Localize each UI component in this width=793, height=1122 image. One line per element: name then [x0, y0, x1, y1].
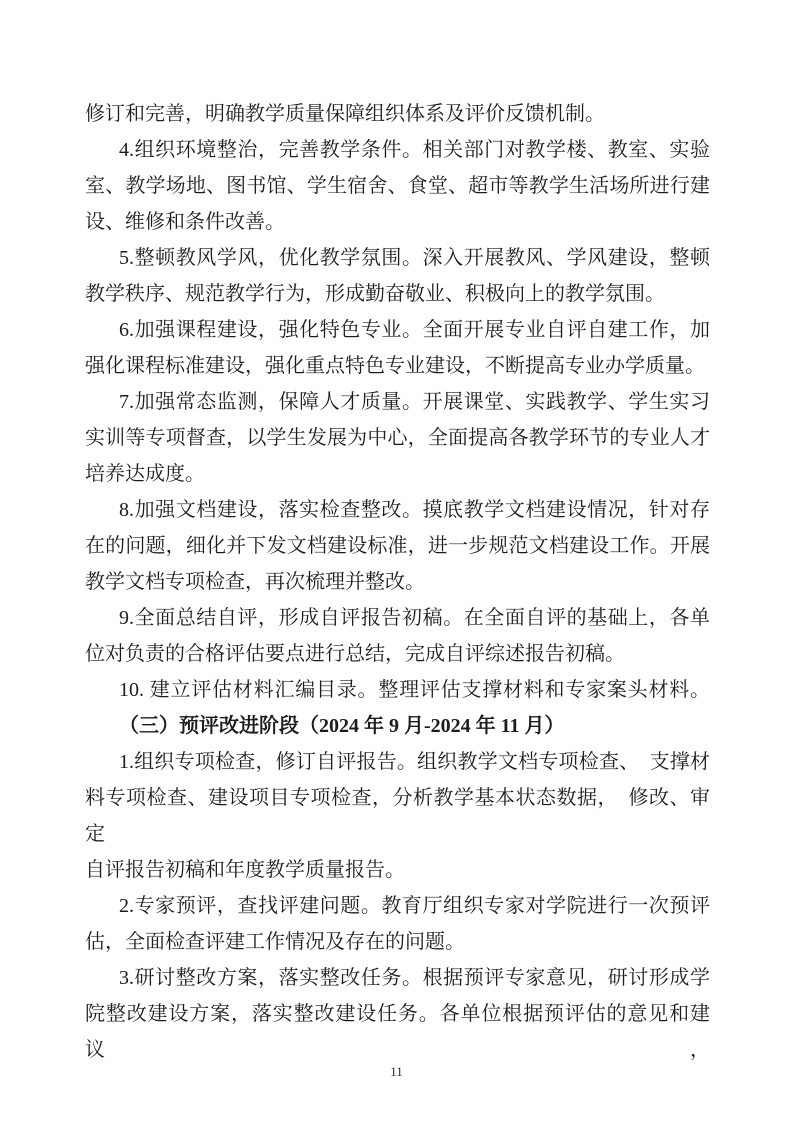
document-line: 自评报告初稿和年度教学质量报告。	[85, 859, 405, 881]
document-line: 位对负责的合格评估要点进行总结，完成自评综述报告初稿。	[85, 643, 625, 665]
document-line: 院整改建设方案，落实整改建设任务。各单位根据预评估的意见和建议，	[85, 1003, 710, 1061]
document-line: 5.整顿教风学风，优化教学氛围。深入开展教风、学风建设，整顿	[119, 247, 710, 269]
document-line: 3.研讨整改方案，落实整改任务。根据预评专家意见，研讨形成学	[119, 967, 710, 989]
page-number: 11	[390, 1064, 403, 1079]
document-line: 2.专家预评，查找评建问题。教育厅组织专家对学院进行一次预评	[119, 895, 710, 917]
document-line: 室、教学场地、图书馆、学生宿舍、食堂、超市等教学生活场所进行建	[85, 175, 710, 197]
document-line: 在的问题，细化并下发文档建设标准，进一步规范文档建设工作。开展	[85, 535, 710, 557]
document-line: 9.全面总结自评，形成自评报告初稿。在全面自评的基础上，各单	[119, 607, 710, 629]
document-line: 实训等专项督查，以学生发展为中心，全面提高各教学环节的专业人才	[85, 427, 710, 449]
document-line: 4.组织环境整治，完善教学条件。相关部门对教学楼、教室、实验	[119, 139, 710, 161]
document-line: 教学秩序、规范教学行为，形成勤奋敬业、积极向上的教学氛围。	[85, 283, 665, 305]
document-line: 修订和完善，明确教学质量保障组织体系及评价反馈机制。	[85, 103, 605, 125]
document-line: 6.加强课程建设，强化特色专业。全面开展专业自评自建工作，加	[119, 319, 710, 341]
document-line: 10. 建立评估材料汇编目录。整理评估支撑材料和专家案头材料。	[119, 679, 710, 701]
document-line: 8.加强文档建设，落实检查整改。摸底教学文档建设情况，针对存	[119, 499, 710, 521]
text-block	[85, 96, 710, 1068]
document-line: 培养达成度。	[85, 463, 205, 485]
document-line: 教学文档专项检查，再次梳理并整改。	[85, 571, 425, 593]
document-line: 7.加强常态监测，保障人才质量。开展课堂、实践教学、学生实习	[119, 391, 710, 413]
document-line: 料专项检查、建设项目专项检查，分析教学基本状态数据， 修改、审定	[85, 787, 710, 845]
document-line: 估，全面检查评建工作情况及存在的问题。	[85, 931, 465, 953]
document-line: 设、维修和条件改善。	[85, 211, 285, 233]
document-line: 1.组织专项检查，修订自评报告。组织教学文档专项检查、 支撑材	[119, 751, 710, 773]
document-line: 强化课程标准建设，强化重点特色专业建设，不断提高专业办学质量。	[85, 355, 705, 377]
section-heading: （三）预评改进阶段（2024 年 9 月-2024 年 11 月）	[119, 715, 565, 737]
